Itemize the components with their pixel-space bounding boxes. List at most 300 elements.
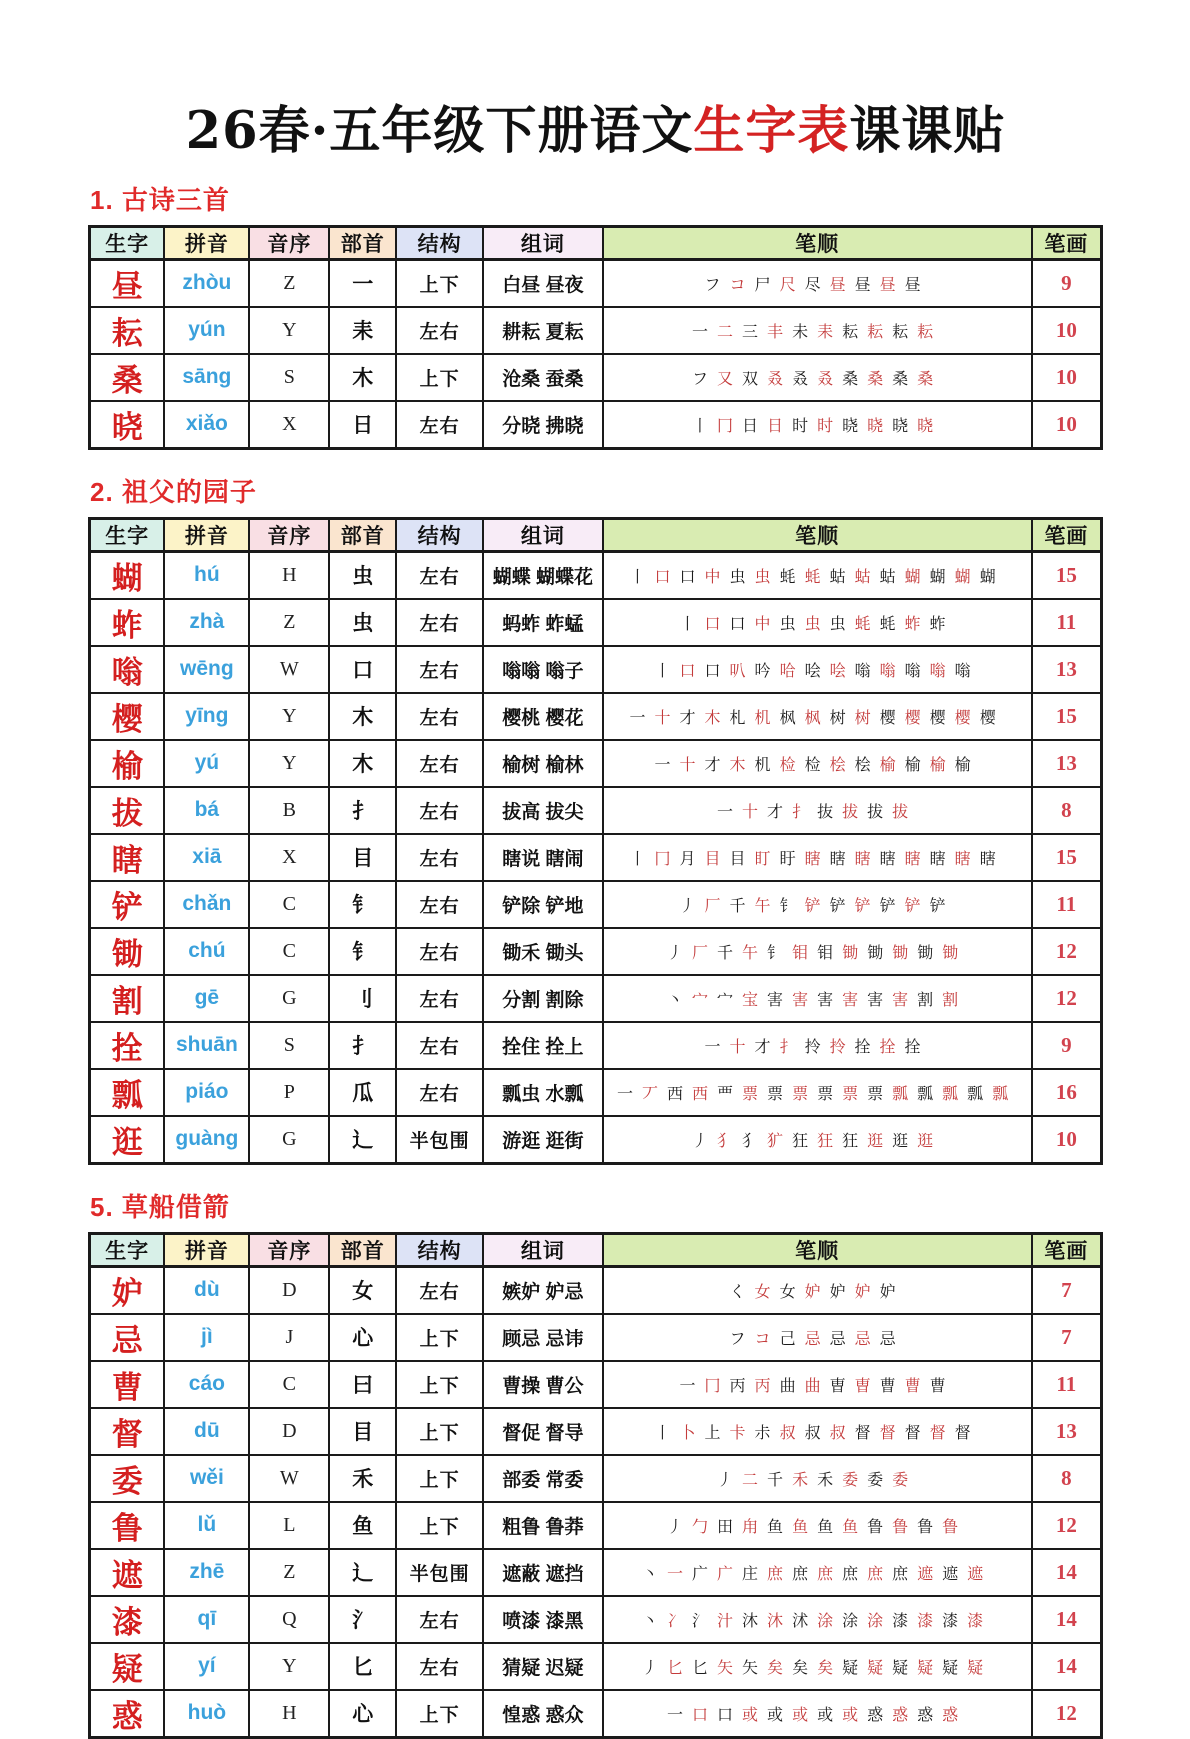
character: 榆 [90,740,165,787]
stroke-step: 口 [654,568,671,586]
character-row [90,1549,1102,1596]
stroke-step: 才 [754,1038,771,1056]
section-title: 5. 草船借箭 [90,1191,230,1222]
alphabetical-initial: Z [249,1549,329,1596]
character: 晓 [90,401,165,449]
stroke-step: 曲 [804,1377,821,1395]
structure: 上下 [396,1314,483,1361]
stroke-step: 叒 [792,370,809,388]
character: 惑 [90,1690,165,1738]
radical: 一 [329,259,396,307]
structure: 左右 [396,551,483,599]
stroke-step: 督 [879,1424,896,1442]
stroke-step: 目 [729,850,746,868]
stroke-step: 丿 [692,1132,709,1150]
alphabetical-initial: X [249,401,329,449]
stroke-step: 或 [817,1706,834,1724]
stroke-order [603,1361,1032,1408]
stroke-step: 口 [717,1706,734,1724]
stroke-step: 蚱 [904,615,921,633]
stroke-step: 蝴 [904,568,921,586]
stroke-step: 时 [817,417,834,435]
stroke-step: 庶 [792,1565,809,1583]
radical: 耒 [329,307,396,354]
character: 拔 [90,787,165,834]
structure: 左右 [396,740,483,787]
stroke-step: 扌 [779,1038,796,1056]
stroke-step: 樱 [929,709,946,727]
stroke-step: 昼 [854,276,871,294]
stroke-step: 十 [654,709,671,727]
stroke-step: 晓 [892,417,909,435]
stroke-step: 妒 [804,1283,821,1301]
stroke-count: 12 [1032,1690,1102,1738]
title-suffix: 课课贴 [849,101,1006,161]
stroke-count: 13 [1032,740,1102,787]
stroke-step: 瓢 [892,1085,909,1103]
radical: 匕 [329,1643,396,1690]
header-row [90,1233,1102,1266]
word-examples: 锄禾 锄头 [483,928,602,975]
stroke-step: 庶 [842,1565,859,1583]
stroke-step: 铲 [904,897,921,915]
structure: 上下 [396,354,483,401]
stroke-step: 丿 [666,1518,683,1536]
stroke-step: 票 [742,1085,759,1103]
character-row [90,1314,1102,1361]
stroke-step: 女 [779,1283,796,1301]
stroke-step: 害 [817,991,834,1009]
stroke-step: 曲 [779,1377,796,1395]
stroke-step: 一 [692,323,709,341]
stroke-step: 丙 [729,1377,746,1395]
stroke-step: 日 [767,417,784,435]
word-examples: 瓢虫 水瓢 [483,1069,602,1116]
stroke-count: 9 [1032,259,1102,307]
word-examples: 蝴蝶 蝴蝶花 [483,551,602,599]
stroke-step: 委 [892,1471,909,1489]
stroke-count: 10 [1032,307,1102,354]
stroke-step: 曹 [929,1377,946,1395]
stroke-step: 蚝 [879,615,896,633]
stroke-step: 瞎 [979,850,996,868]
word-examples: 喷漆 漆黑 [483,1596,602,1643]
stroke-step: 遮 [942,1565,959,1583]
pinyin: yīng [164,693,249,740]
alphabetical-initial: C [249,928,329,975]
stroke-step: 嗡 [854,662,871,680]
word-examples: 分晓 拂晓 [483,401,602,449]
stroke-step: 冫 [666,1612,683,1630]
stroke-step: 拴 [904,1038,921,1056]
stroke-step: 蛄 [829,568,846,586]
structure: 左右 [396,1069,483,1116]
stroke-step: 疑 [917,1659,934,1677]
stroke-order [603,599,1032,646]
stroke-step: 午 [742,944,759,962]
word-examples: 耕耘 夏耘 [483,307,602,354]
column-header: 音序 [249,518,329,551]
stroke-step: 检 [779,756,796,774]
stroke-step: 千 [717,944,734,962]
stroke-count: 9 [1032,1022,1102,1069]
character: 铲 [90,881,165,928]
stroke-step: 忌 [879,1330,896,1348]
stroke-count: 11 [1032,599,1102,646]
stroke-count: 8 [1032,787,1102,834]
column-header: 笔顺 [603,226,1032,259]
stroke-step: 涂 [842,1612,859,1630]
stroke-step: 口 [692,1706,709,1724]
word-examples: 惶惑 惑众 [483,1690,602,1738]
stroke-count: 10 [1032,401,1102,449]
stroke-step: 或 [742,1706,759,1724]
stroke-step: 目 [704,850,721,868]
stroke-step: 瞎 [879,850,896,868]
radical: 扌 [329,1022,396,1069]
stroke-step: 卜 [679,1424,696,1442]
stroke-count: 7 [1032,1314,1102,1361]
alphabetical-initial: Q [249,1596,329,1643]
stroke-step: 丿 [641,1659,658,1677]
stroke-count: 16 [1032,1069,1102,1116]
word-examples: 白昼 昼夜 [483,259,602,307]
stroke-step: 昼 [829,276,846,294]
stroke-step: 疑 [867,1659,884,1677]
alphabetical-initial: Y [249,740,329,787]
character-row [90,975,1102,1022]
word-examples: 粗鲁 鲁莽 [483,1502,602,1549]
stroke-step: 时 [792,417,809,435]
stroke-step: フ [704,276,721,294]
radical: 目 [329,1408,396,1455]
stroke-count: 12 [1032,1502,1102,1549]
column-header: 结构 [396,226,483,259]
stroke-step: く [729,1283,746,1301]
pinyin: huò [164,1690,249,1738]
stroke-step: 嗡 [954,662,971,680]
stroke-step: 广 [692,1565,709,1583]
radical: 木 [329,740,396,787]
sections-container [88,180,1103,1739]
stroke-order [603,928,1032,975]
word-examples: 蚂蚱 蚱蜢 [483,599,602,646]
stroke-step: 涂 [867,1612,884,1630]
stroke-step: 逛 [892,1132,909,1150]
character-row [90,787,1102,834]
stroke-step: 一 [629,709,646,727]
word-examples: 遮蔽 遮挡 [483,1549,602,1596]
stroke-step: 狂 [792,1132,809,1150]
stroke-step: 鱼 [792,1518,809,1536]
stroke-step: 瞎 [954,850,971,868]
stroke-order [603,1596,1032,1643]
stroke-step: 枫 [804,709,821,727]
section-title: 1. 古诗三首 [90,184,230,215]
alphabetical-initial: S [249,1022,329,1069]
stroke-step: 鲁 [867,1518,884,1536]
page-title [88,100,1103,164]
stroke-step: 丨 [679,615,696,633]
structure: 上下 [396,1502,483,1549]
stroke-step: 口 [679,568,696,586]
stroke-step: 桧 [854,756,871,774]
alphabetical-initial: Y [249,693,329,740]
stroke-step: 蝴 [979,568,996,586]
stroke-step: 嗡 [879,662,896,680]
column-header: 组词 [483,1233,602,1266]
pinyin: wēng [164,646,249,693]
alphabetical-initial: Z [249,259,329,307]
stroke-order [603,740,1032,787]
header-row [90,226,1102,259]
radical: 钅 [329,928,396,975]
alphabetical-initial: L [249,1502,329,1549]
stroke-order [603,1069,1032,1116]
stroke-step: 宝 [742,991,759,1009]
pinyin: zhà [164,599,249,646]
stroke-count: 14 [1032,1643,1102,1690]
stroke-step: 曹 [904,1377,921,1395]
column-header: 音序 [249,226,329,259]
stroke-step: 拔 [867,803,884,821]
character: 锄 [90,928,165,975]
stroke-step: 害 [892,991,909,1009]
character: 瞎 [90,834,165,881]
word-examples: 榆树 榆林 [483,740,602,787]
stroke-step: 检 [804,756,821,774]
stroke-step: 拔 [892,803,909,821]
stroke-step: 吟 [754,662,771,680]
stroke-step: 逛 [867,1132,884,1150]
stroke-step: 铲 [804,897,821,915]
pinyin: yún [164,307,249,354]
stroke-step: 尽 [804,276,821,294]
structure: 左右 [396,599,483,646]
stroke-step: 叒 [767,370,784,388]
structure: 左右 [396,1596,483,1643]
stroke-step: 冂 [704,1377,721,1395]
stroke-step: 二 [717,323,734,341]
stroke-step: 勹 [692,1518,709,1536]
stroke-step: 十 [729,1038,746,1056]
stroke-step: 鲁 [892,1518,909,1536]
stroke-step: 桑 [917,370,934,388]
pinyin: lǔ [164,1502,249,1549]
stroke-step: 疑 [842,1659,859,1677]
character-table [88,1232,1103,1739]
character-row [90,646,1102,693]
stroke-step: 己 [779,1330,796,1348]
stroke-count: 11 [1032,881,1102,928]
column-header: 组词 [483,226,602,259]
stroke-step: 狂 [842,1132,859,1150]
word-examples: 嗡嗡 嗡子 [483,646,602,693]
radical: 口 [329,646,396,693]
stroke-step: 或 [842,1706,859,1724]
word-examples: 嫉妒 妒忌 [483,1266,602,1314]
stroke-step: 疑 [942,1659,959,1677]
character: 疑 [90,1643,165,1690]
character-row [90,1643,1102,1690]
character-row [90,1069,1102,1116]
stroke-order [603,401,1032,449]
stroke-step: 矣 [792,1659,809,1677]
stroke-step: 沐 [767,1612,784,1630]
stroke-step: 叭 [729,662,746,680]
character: 昼 [90,259,165,307]
radical: 目 [329,834,396,881]
stroke-step: 票 [792,1085,809,1103]
stroke-step: 漆 [942,1612,959,1630]
alphabetical-initial: B [249,787,329,834]
alphabetical-initial: W [249,646,329,693]
stroke-step: 甪 [742,1518,759,1536]
character-row [90,834,1102,881]
stroke-count: 10 [1032,1116,1102,1164]
stroke-step: 锄 [892,944,909,962]
stroke-step: 二 [742,1471,759,1489]
stroke-step: 蚱 [929,615,946,633]
stroke-step: 锄 [867,944,884,962]
stroke-step: 票 [817,1085,834,1103]
stroke-step: 尺 [779,276,796,294]
stroke-step: 钼 [792,944,809,962]
stroke-step: 樱 [979,709,996,727]
stroke-step: 庶 [767,1565,784,1583]
stroke-step: 犭 [742,1132,759,1150]
stroke-step: 一 [654,756,671,774]
character-row [90,259,1102,307]
pinyin: xiǎo [164,401,249,449]
stroke-count: 7 [1032,1266,1102,1314]
stroke-step: 虫 [829,615,846,633]
word-examples: 瞎说 瞎闹 [483,834,602,881]
pinyin: jì [164,1314,249,1361]
stroke-step: 铲 [854,897,871,915]
alphabetical-initial: G [249,1116,329,1164]
character-row [90,693,1102,740]
stroke-step: 蛄 [879,568,896,586]
structure: 上下 [396,1361,483,1408]
stroke-step: 丨 [629,850,646,868]
stroke-order [603,1455,1032,1502]
stroke-step: 耒 [817,323,834,341]
stroke-step: 矢 [742,1659,759,1677]
alphabetical-initial: D [249,1408,329,1455]
stroke-step: 丨 [629,568,646,586]
stroke-step: 耘 [867,323,884,341]
stroke-step: 口 [679,662,696,680]
stroke-step: 瞎 [854,850,871,868]
character-row [90,599,1102,646]
stroke-step: 遮 [917,1565,934,1583]
stroke-count: 12 [1032,928,1102,975]
column-header: 拼音 [164,1233,249,1266]
pinyin: zhòu [164,259,249,307]
stroke-step: 狂 [817,1132,834,1150]
character-row [90,1266,1102,1314]
stroke-count: 12 [1032,975,1102,1022]
stroke-step: 月 [679,850,696,868]
stroke-step: 拎 [804,1038,821,1056]
stroke-step: 忌 [854,1330,871,1348]
stroke-step: 盯 [754,850,771,868]
stroke-step: 厂 [692,944,709,962]
stroke-count: 14 [1032,1549,1102,1596]
column-header: 结构 [396,518,483,551]
stroke-step: 树 [854,709,871,727]
stroke-step: 拴 [854,1038,871,1056]
alphabetical-initial: H [249,1690,329,1738]
stroke-step: 庶 [817,1565,834,1583]
stroke-step: 犷 [767,1132,784,1150]
stroke-step: 宀 [692,991,709,1009]
stroke-step: 丶 [641,1612,658,1630]
radical: 女 [329,1266,396,1314]
alphabetical-initial: Y [249,1643,329,1690]
alphabetical-initial: S [249,354,329,401]
stroke-step: 蛄 [854,568,871,586]
stroke-order [603,693,1032,740]
stroke-order [603,834,1032,881]
stroke-step: 又 [717,370,734,388]
radical: 辶 [329,1116,396,1164]
pinyin: chǎn [164,881,249,928]
stroke-step: 丙 [754,1377,771,1395]
stroke-step: 一 [679,1377,696,1395]
stroke-step: 虫 [804,615,821,633]
character-row [90,1502,1102,1549]
stroke-step: 耘 [892,323,909,341]
stroke-step: 千 [767,1471,784,1489]
stroke-step: 叔 [779,1424,796,1442]
stroke-step: 丿 [679,897,696,915]
structure: 上下 [396,1455,483,1502]
stroke-step: 督 [954,1424,971,1442]
structure: 左右 [396,881,483,928]
stroke-step: 樱 [954,709,971,727]
stroke-count: 15 [1032,551,1102,599]
stroke-step: 铲 [929,897,946,915]
stroke-step: 晓 [842,417,859,435]
stroke-step: 尸 [754,276,771,294]
character-row [90,307,1102,354]
stroke-step: 木 [704,709,721,727]
stroke-step: 害 [792,991,809,1009]
character-row [90,1361,1102,1408]
stroke-step: 丨 [654,662,671,680]
stroke-step: 樱 [904,709,921,727]
section-title: 2. 祖父的园子 [90,476,257,507]
radical: 氵 [329,1596,396,1643]
stroke-step: 卡 [729,1424,746,1442]
stroke-step: 疑 [967,1659,984,1677]
lesson-section-2 [88,472,1103,1165]
stroke-step: 中 [754,615,771,633]
stroke-step: 惑 [917,1706,934,1724]
alphabetical-initial: W [249,1455,329,1502]
stroke-step: 三 [742,323,759,341]
stroke-step: 哙 [829,662,846,680]
stroke-order [603,551,1032,599]
character: 妒 [90,1266,165,1314]
stroke-step: 千 [729,897,746,915]
stroke-step: 拎 [829,1038,846,1056]
stroke-step: 犭 [717,1132,734,1150]
stroke-step: 丶 [641,1565,658,1583]
pinyin: dū [164,1408,249,1455]
